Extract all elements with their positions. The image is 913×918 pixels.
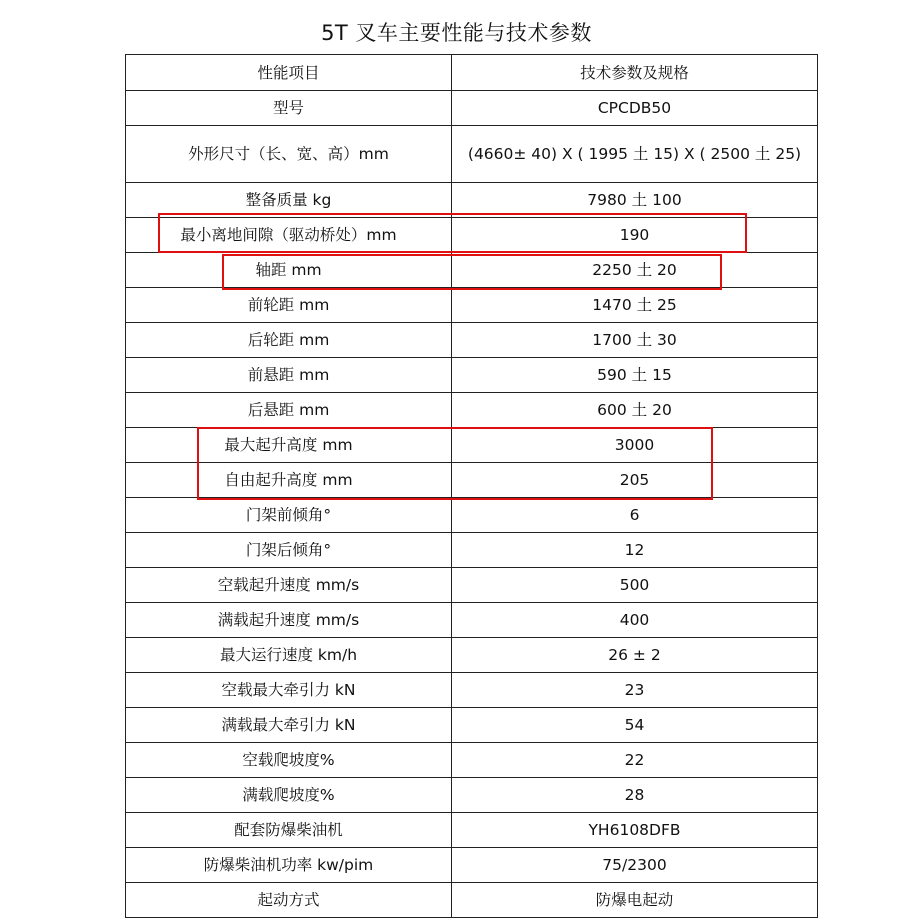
row-value: 28 xyxy=(452,778,818,813)
row-value: 23 xyxy=(452,673,818,708)
row-item: 外形尺寸（长、宽、高）mm xyxy=(126,126,452,183)
table-row xyxy=(126,708,818,743)
table-row xyxy=(126,218,818,253)
row-item: 满载起升速度 mm/s xyxy=(126,603,452,638)
row-value: 26 ± 2 xyxy=(452,638,818,673)
row-value: 54 xyxy=(452,708,818,743)
table-row xyxy=(126,126,818,183)
document-title: 5T 叉车主要性能与技术参数 xyxy=(321,21,592,45)
row-item: 起动方式 xyxy=(126,883,452,918)
row-value: 1470 土 25 xyxy=(452,288,818,323)
row-item: 配套防爆柴油机 xyxy=(126,813,452,848)
row-value: 500 xyxy=(452,568,818,603)
table-row xyxy=(126,463,818,498)
row-item: 门架前倾角° xyxy=(126,498,452,533)
row-value: 190 xyxy=(452,218,818,253)
table-row xyxy=(126,91,818,126)
row-item: 轴距 mm xyxy=(126,253,452,288)
table-row xyxy=(126,848,818,883)
row-value: 600 土 20 xyxy=(452,393,818,428)
table-row xyxy=(126,743,818,778)
table-row xyxy=(126,358,818,393)
table-row xyxy=(126,253,818,288)
table-row xyxy=(126,568,818,603)
row-value: 590 土 15 xyxy=(452,358,818,393)
row-value: 12 xyxy=(452,533,818,568)
row-value: 75/2300 xyxy=(452,848,818,883)
row-item: 空载最大牵引力 kN xyxy=(126,673,452,708)
table-row xyxy=(126,638,818,673)
row-item: 后轮距 mm xyxy=(126,323,452,358)
row-item: 整备质量 kg xyxy=(126,183,452,218)
row-value: 400 xyxy=(452,603,818,638)
row-item: 最小离地间隙（驱动桥处）mm xyxy=(126,218,452,253)
row-item: 门架后倾角° xyxy=(126,533,452,568)
header-value: 技术参数及规格 xyxy=(452,55,818,91)
row-value: 防爆电起动 xyxy=(452,883,818,918)
row-value: 22 xyxy=(452,743,818,778)
table-row xyxy=(126,393,818,428)
row-value: (4660± 40) X ( 1995 土 15) X ( 2500 土 25) xyxy=(452,126,818,183)
row-item: 空载爬坡度% xyxy=(126,743,452,778)
table-header-row xyxy=(126,55,818,91)
table-row xyxy=(126,288,818,323)
row-item: 满载爬坡度% xyxy=(126,778,452,813)
row-value: CPCDB50 xyxy=(452,91,818,126)
row-item: 自由起升高度 mm xyxy=(126,463,452,498)
row-item: 防爆柴油机功率 kw/pim xyxy=(126,848,452,883)
table-row xyxy=(126,603,818,638)
table-row xyxy=(126,183,818,218)
row-item: 前轮距 mm xyxy=(126,288,452,323)
row-item: 最大运行速度 km/h xyxy=(126,638,452,673)
row-value: 2250 土 20 xyxy=(452,253,818,288)
row-item: 空载起升速度 mm/s xyxy=(126,568,452,603)
table-row xyxy=(126,778,818,813)
row-value: YH6108DFB xyxy=(452,813,818,848)
table-row xyxy=(126,673,818,708)
row-value: 6 xyxy=(452,498,818,533)
row-value: 7980 土 100 xyxy=(452,183,818,218)
row-item: 后悬距 mm xyxy=(126,393,452,428)
table-row xyxy=(126,813,818,848)
row-value: 1700 土 30 xyxy=(452,323,818,358)
table-row xyxy=(126,498,818,533)
row-item: 满载最大牵引力 kN xyxy=(126,708,452,743)
spec-table xyxy=(125,54,818,918)
header-item: 性能项目 xyxy=(126,55,452,91)
row-item: 前悬距 mm xyxy=(126,358,452,393)
row-item: 型号 xyxy=(126,91,452,126)
row-value: 205 xyxy=(452,463,818,498)
row-value: 3000 xyxy=(452,428,818,463)
row-item: 最大起升高度 mm xyxy=(126,428,452,463)
table-row xyxy=(126,883,818,918)
table-row xyxy=(126,428,818,463)
table-row xyxy=(126,323,818,358)
table-row xyxy=(126,533,818,568)
